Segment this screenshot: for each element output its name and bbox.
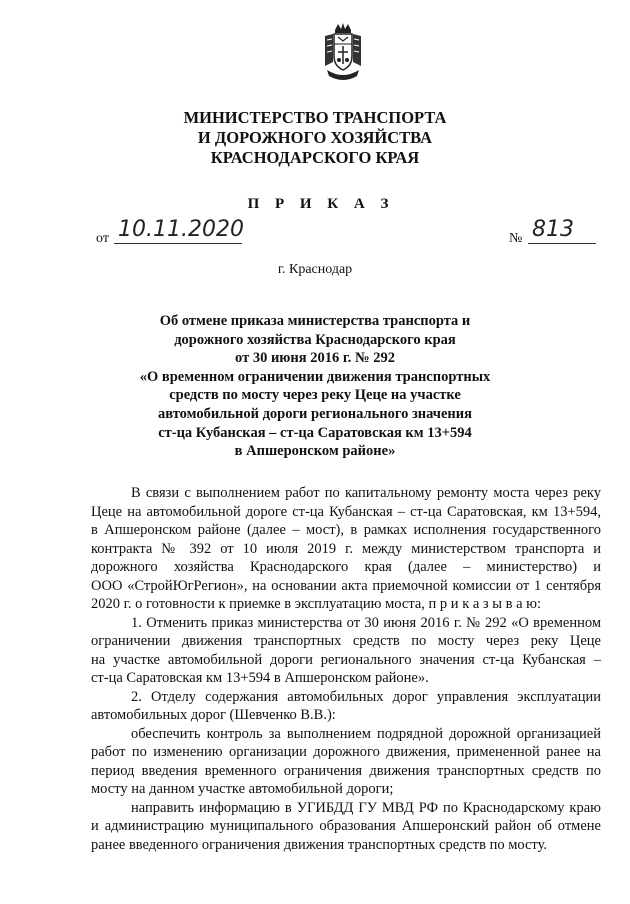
heading-line: ст-ца Кубанская – ст-ца Саратовская км 13+594 <box>158 424 472 441</box>
body-line: направить информацию в УГИБДД ГУ МВД РФ по Краснодарскому краю <box>131 799 601 816</box>
heading-line: Об отмене приказа министерства транспорта и <box>159 313 471 329</box>
body-line: контракта № 392 от 10 июля 2019 г. между министерством транспорта и <box>91 540 601 557</box>
body-line: дорожного хозяйства Краснодарского края (далее – министерство) и <box>91 559 601 575</box>
body-line: ограничении движения транспортных средств по мосту через реку Цеце <box>91 633 601 649</box>
heading-line: в Апшеронском районе» <box>234 443 396 460</box>
handwritten-number: 813 <box>528 216 596 244</box>
city: г. Краснодар <box>277 262 353 277</box>
body-line: в Апшеронском районе (далее – мост), в рамках исполнения государственного <box>91 522 601 538</box>
body-line: 2. Отделу содержания автомобильных дорог управления эксплуатации <box>131 688 601 705</box>
ministry-line: КРАСНОДАРСКОГО КРАЯ <box>210 148 420 167</box>
body-line: 2020 г. о готовности к приемке в эксплуатацию моста, п р и к а з ы в а ю: <box>91 596 542 612</box>
body-line: автомобильных дорог (Шевченко В.В.): <box>91 707 336 723</box>
body-line: период введения временного ограничения движения транспортных средств по <box>91 762 601 779</box>
body-line: и администрацию муниципального образования Апшеронский район об отмене <box>91 818 601 834</box>
body-line: 1. Отменить приказ министерства от 30 июня 2016 г. № 292 «О временном <box>131 614 601 631</box>
handwritten-date: 10.11.2020 <box>114 216 242 244</box>
date-label: от <box>96 231 109 246</box>
ministry-name <box>0 108 630 168</box>
body-line: В связи с выполнением работ по капитальному ремонту моста через реку <box>131 485 601 501</box>
body-line: Цеце на автомобильной дороге ст-ца Кубанская – ст-ца Саратовская, км 13+594, <box>91 503 601 520</box>
order-heading <box>0 312 630 461</box>
heading-line: средств по мосту через реку Цеце на участке <box>169 387 461 404</box>
body-line: ООО «СтройЮгРегион», на основании акта приемочной комиссии от 1 сентября <box>91 577 601 594</box>
body-line: работ по изменению организации дорожного движения, примененной ранее на <box>91 744 601 760</box>
heading-line: автомобильной дороги регионального значения <box>158 405 472 422</box>
order-body <box>91 484 601 854</box>
body-line: ранее введенного ограничения движения транспортных средств по мосту. <box>91 836 547 853</box>
ministry-line: МИНИСТЕРСТВО ТРАНСПОРТА <box>183 108 447 127</box>
heading-line: от 30 июня 2016 г. № 292 <box>235 350 395 367</box>
krasnodar-coat-of-arms-icon <box>321 22 365 82</box>
body-line: обеспечить контроль за выполнением подрядной дорожной организацией <box>131 725 601 742</box>
ministry-line: И ДОРОЖНОГО ХОЗЯЙСТВА <box>197 128 433 147</box>
body-line: мосту на данном участке автомобильной дороги; <box>91 781 394 797</box>
document-type: П Р И К А З <box>247 196 395 212</box>
number-label: № <box>509 231 523 246</box>
heading-line: «О временном ограничении движения транспортных <box>139 368 491 385</box>
body-line: ст-ца Саратовская км 13+594 в Апшеронском районе». <box>91 670 429 686</box>
heading-line: дорожного хозяйства Краснодарского края <box>174 331 456 348</box>
body-line: на участке автомобильной дороги регионального значения ст-ца Кубанская – <box>91 651 601 668</box>
